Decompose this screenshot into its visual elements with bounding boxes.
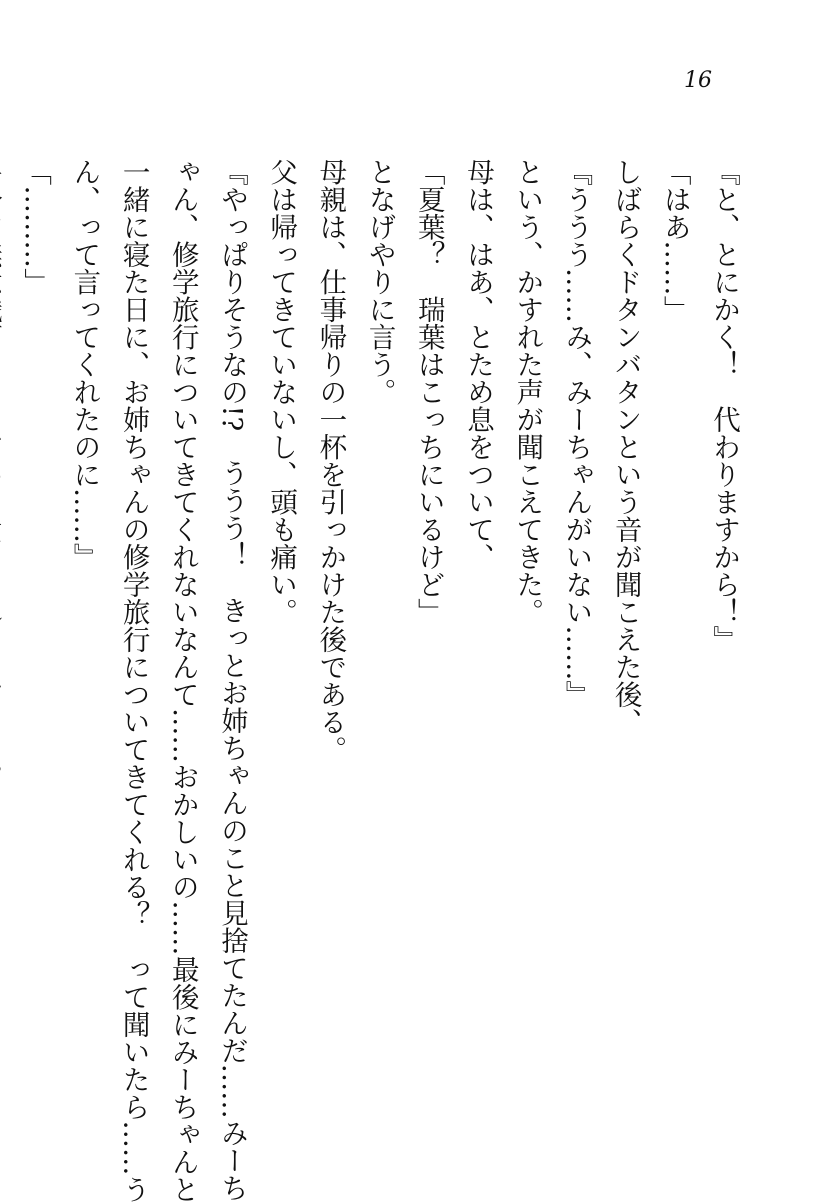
- text-line: [0, 158, 10, 1118]
- text-line: ゃん、修学旅行についてきてくれないなんて……おかしいの……最後にみーちゃんと: [166, 158, 199, 1203]
- text-line: 「はあ……」: [658, 158, 691, 323]
- text-line: という、かすれた声が聞こえてきた。: [511, 158, 544, 626]
- text-line: 一緒に寝た日に、お姉ちゃんの修学旅行についてきてくれる？ って聞いたら……う: [117, 158, 150, 1203]
- text-line: 母は、はあ、とため息をついて、: [461, 158, 494, 571]
- text-line: 母親は、仕事帰りの一杯を引っかけた後である。: [314, 158, 347, 763]
- text-line: しばらくドタンバタンという音が聞こえた後、: [609, 158, 642, 736]
- novel-text-body: [19, 158, 748, 1203]
- text-line: 『と、とにかく！ 代わりますから！』: [708, 158, 740, 653]
- text-line: となげやりに言う。: [363, 158, 396, 406]
- text-line: 父は帰ってきていないし、頭も痛い。: [265, 158, 298, 626]
- text-line: 「夏葉？ 瑞葉はこっちにいるけど」: [412, 158, 445, 626]
- text-line: 「………」: [19, 158, 52, 296]
- text-line: 『ううう……み、みーちゃんがいない……』: [560, 158, 593, 708]
- text-line: 『やっぱりそうなの!? ううう！ きっとお姉ちゃんのこと見捨てたんだ……みーち: [215, 158, 248, 1202]
- text-line: ん、って言ってくれたのに……』: [68, 158, 101, 571]
- page-number: 16: [684, 68, 712, 93]
